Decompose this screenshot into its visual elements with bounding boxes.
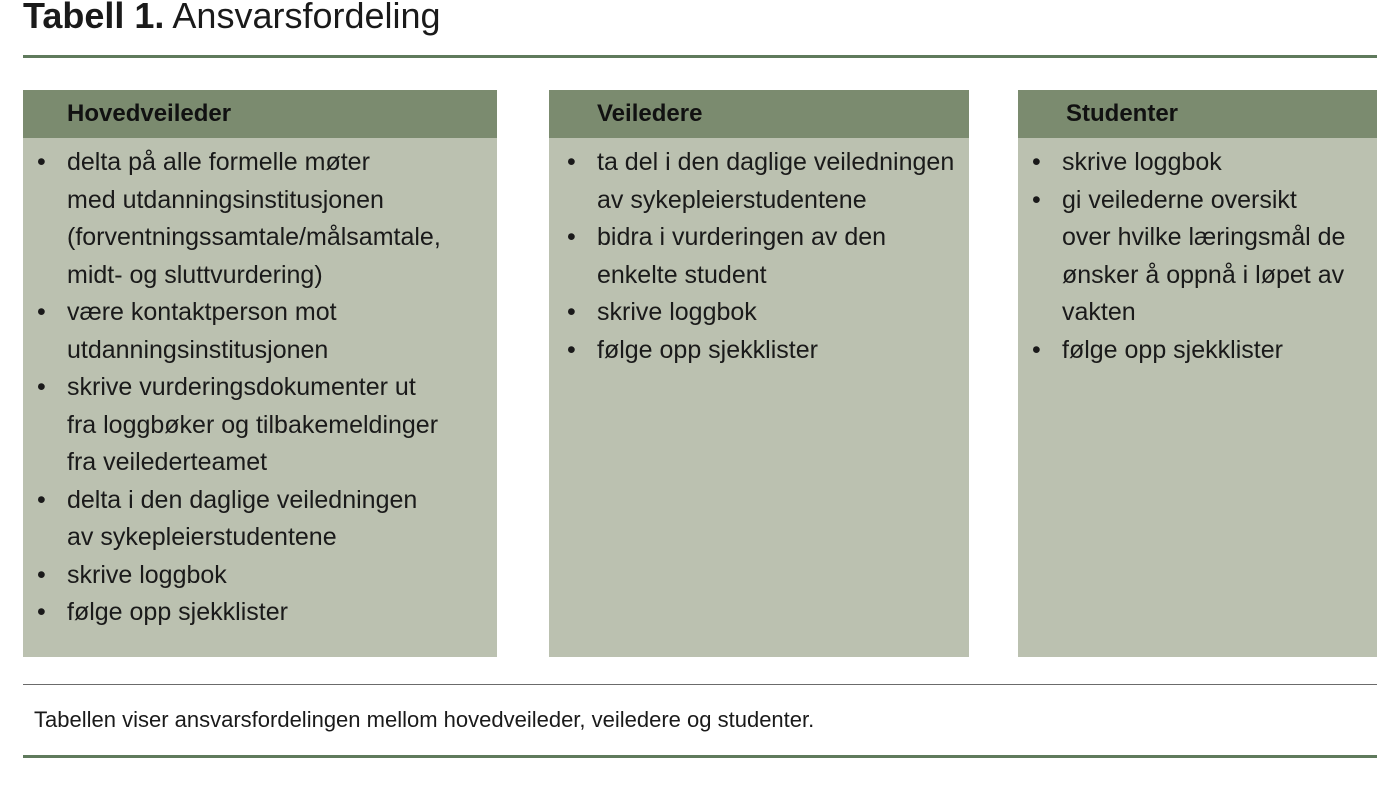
table-title-text: Ansvarsfordeling xyxy=(172,0,441,36)
list-item xyxy=(567,219,954,294)
list-item-text: fra loggbøker og tilbakemeldinger xyxy=(67,410,439,439)
list-item xyxy=(567,332,954,370)
list-item-text: vakten xyxy=(1062,298,1136,326)
bullet-icon: • xyxy=(567,298,576,326)
list-item-text: av sykepleierstudentene xyxy=(597,185,867,214)
table-caption: Tabellen viser ansvarsfordelingen mellom hovedveileder, veiledere og studenter. xyxy=(34,707,815,732)
bullet-icon: • xyxy=(567,148,576,176)
column-header-label: Veiledere xyxy=(597,100,703,127)
caption-divider xyxy=(23,684,1377,685)
top-divider xyxy=(23,55,1377,58)
bullet-icon: • xyxy=(1032,335,1041,364)
list-item xyxy=(1032,332,1345,370)
list-item-text: skrive loggbok xyxy=(1062,148,1222,176)
list-item xyxy=(37,594,441,632)
list-item-text: delta på alle formelle møter xyxy=(67,148,370,176)
table-number: Tabell 1. xyxy=(23,0,165,36)
list-item-text: over hvilke læringsmål de xyxy=(1062,223,1346,251)
list-item-text: være kontaktperson mot xyxy=(67,298,337,326)
responsibility-list xyxy=(37,144,441,632)
bullet-icon: • xyxy=(1032,148,1041,176)
list-item-text: skrive loggbok xyxy=(67,560,227,589)
list-item xyxy=(1032,182,1346,332)
list-item-text: fra veilederteamet xyxy=(67,448,268,476)
bottom-divider xyxy=(23,755,1377,758)
column-hovedveileder xyxy=(23,90,497,657)
column-studenter xyxy=(1018,90,1377,657)
list-item-text: midt- og sluttvurdering) xyxy=(67,260,323,289)
column-header-label: Studenter xyxy=(1066,100,1179,127)
list-item-text: følge opp sjekklister xyxy=(1062,335,1283,364)
responsibility-list xyxy=(1032,144,1346,369)
list-item-text: skrive vurderingsdokumenter ut xyxy=(67,373,416,401)
list-item-text: (forventningssamtale/målsamtale, xyxy=(67,223,441,251)
list-item xyxy=(37,294,441,369)
list-item xyxy=(567,144,955,219)
bullet-icon: • xyxy=(37,373,46,401)
list-item-text: utdanningsinstitusjonen xyxy=(67,335,329,364)
responsibility-list xyxy=(567,144,955,369)
list-item-text: bidra i vurderingen av den xyxy=(597,223,887,251)
column-header xyxy=(23,90,497,138)
list-item-text: enkelte student xyxy=(597,260,767,289)
column-header xyxy=(549,90,969,138)
bullet-icon: • xyxy=(37,485,46,514)
list-item-text: skrive loggbok xyxy=(597,298,757,326)
column-header-label: Hovedveileder xyxy=(67,100,232,127)
column-header xyxy=(1018,90,1377,138)
list-item xyxy=(37,557,441,595)
bullet-icon: • xyxy=(567,335,576,364)
bullet-icon: • xyxy=(37,598,46,626)
list-item-text: ønsker å oppnå i løpet av xyxy=(1062,260,1345,289)
bullet-icon: • xyxy=(37,148,46,176)
list-item xyxy=(1032,144,1345,182)
list-item xyxy=(37,369,441,482)
list-item-text: gi veilederne oversikt xyxy=(1062,185,1297,214)
list-item-text: følge opp sjekklister xyxy=(597,335,818,364)
bullet-icon: • xyxy=(1032,185,1041,214)
list-item-text: ta del i den daglige veiledningen xyxy=(597,148,955,176)
list-item xyxy=(567,294,954,332)
list-item-text: delta i den daglige veiledningen xyxy=(67,485,418,514)
list-item-text: følge opp sjekklister xyxy=(67,598,288,626)
list-item xyxy=(37,144,441,294)
bullet-icon: • xyxy=(37,298,46,326)
table-title xyxy=(23,0,441,38)
list-item-text: av sykepleierstudentene xyxy=(67,523,337,551)
list-item-text: med utdanningsinstitusjonen xyxy=(67,185,384,214)
bullet-icon: • xyxy=(567,223,576,251)
column-veiledere xyxy=(549,90,969,657)
list-item xyxy=(37,482,441,557)
bullet-icon: • xyxy=(37,560,46,589)
